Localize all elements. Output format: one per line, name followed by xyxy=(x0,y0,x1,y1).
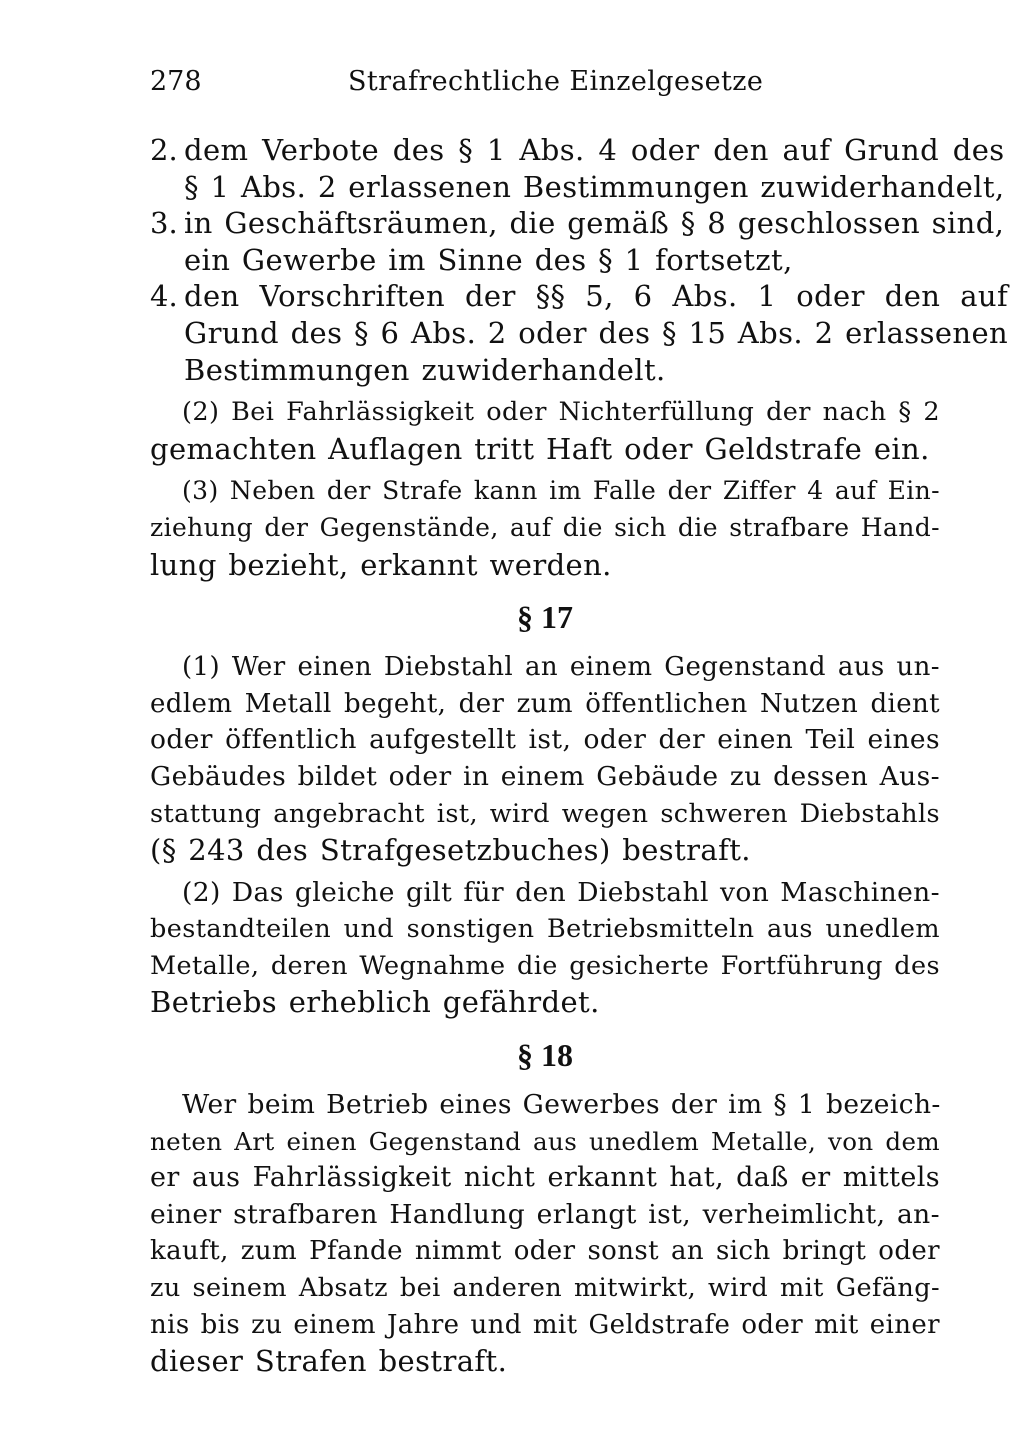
list-item-4 xyxy=(150,278,1009,388)
page-header xyxy=(150,66,940,106)
text-line: den Vorschriften der §§ 5, 6 Abs. 1 oder den auf xyxy=(184,279,1009,314)
text-line: Grund des § 6 Abs. 2 oder des § 15 Abs. 2 erlassenen xyxy=(184,315,1009,350)
text-line: neten Art einen Gegenstand aus unedlem Metalle, von dem xyxy=(150,1126,940,1156)
text-line: Wer beim Betrieb eines Gewerbes der im § 1 bezeich- xyxy=(182,1089,941,1121)
list-number: 2. xyxy=(150,133,178,167)
text-line: dem Verbote des § 1 Abs. 4 oder den auf Grund des xyxy=(184,133,1005,167)
text-line: einer strafbaren Handlung erlangt ist, verheimlicht, an- xyxy=(150,1198,940,1230)
text-line: (2) Bei Fahrlässigkeit oder Nichterfüllung der nach § 2 xyxy=(182,397,940,428)
text-line: Gebäudes bildet oder in einem Gebäude zu dessen Aus- xyxy=(150,760,940,792)
text-line: gemachten Auflagen tritt Haft oder Geldstrafe ein. xyxy=(150,431,930,466)
text-line: (2) Das gleiche gilt für den Diebstahl von Maschinen- xyxy=(182,876,940,908)
section-17-heading: § 17 xyxy=(517,599,573,636)
text-line: (1) Wer einen Diebstahl an einem Gegenstand aus un- xyxy=(182,652,940,683)
list-number: 3. xyxy=(150,206,178,241)
text-line: (§ 243 des Strafgesetzbuches) bestraft. xyxy=(150,833,751,868)
text-line: (3) Neben der Strafe kann im Falle der Ziffer 4 auf Ein- xyxy=(182,476,940,506)
list-item-3 xyxy=(150,205,1005,278)
text-line: Betriebs erheblich gefährdet. xyxy=(150,985,600,1020)
text-line: nis bis zu einem Jahre und mit Geldstrafe oder mit einer xyxy=(150,1309,940,1340)
running-title: Strafrechtliche Einzelgesetze xyxy=(348,66,764,97)
text-line: kauft, zum Pfande nimmt oder sonst an sich bringt oder xyxy=(150,1236,940,1267)
text-line: ziehung der Gegenstände, auf die sich die strafbare Hand- xyxy=(150,512,940,542)
text-line: bestandteilen und sonstigen Betriebsmitteln aus unedlem xyxy=(150,914,940,945)
page-number: 278 xyxy=(150,66,202,97)
paragraph-17-1 xyxy=(150,649,940,869)
paragraph-16-2 xyxy=(150,394,940,467)
text-line: dieser Strafen bestraft. xyxy=(150,1344,508,1379)
list-item-text xyxy=(184,132,1005,205)
text-line: ein Gewerbe im Sinne des § 1 fortsetzt, xyxy=(184,242,793,277)
section-18-heading: § 18 xyxy=(517,1037,573,1074)
text-line: lung bezieht, erkannt werden. xyxy=(150,547,612,582)
page-content xyxy=(150,132,1009,1380)
text-line: er aus Fahrlässigkeit nicht erkannt hat, daß er mittels xyxy=(150,1162,940,1194)
text-line: in Geschäftsräumen, die gemäß § 8 geschlossen sind, xyxy=(184,206,1005,241)
text-line: Bestimmungen zuwiderhandelt. xyxy=(184,352,666,387)
text-line: edlem Metall begeht, der zum öffentlichen Nutzen dient xyxy=(150,688,940,719)
text-line: stattung angebracht ist, wird wegen schweren Diebstahls xyxy=(150,798,940,829)
list-number: 4. xyxy=(150,279,178,314)
text-line: oder öffentlich aufgestellt ist, oder der einen Teil eines xyxy=(150,724,940,756)
list-item-2 xyxy=(150,132,1005,205)
paragraph-16-3 xyxy=(150,473,940,583)
list-item-text xyxy=(184,278,1008,388)
list-item-text xyxy=(184,205,1004,278)
numbered-list xyxy=(150,132,1009,388)
paragraph-17-2 xyxy=(150,875,940,1021)
text-line: Metalle, deren Wegnahme die gesicherte Fortführung des xyxy=(150,950,940,981)
text-line: § 1 Abs. 2 erlassenen Bestimmungen zuwiderhandelt, xyxy=(184,169,1005,204)
text-line: zu seinem Absatz bei anderen mitwirkt, wird mit Gefäng- xyxy=(150,1273,940,1304)
paragraph-18 xyxy=(150,1087,940,1380)
